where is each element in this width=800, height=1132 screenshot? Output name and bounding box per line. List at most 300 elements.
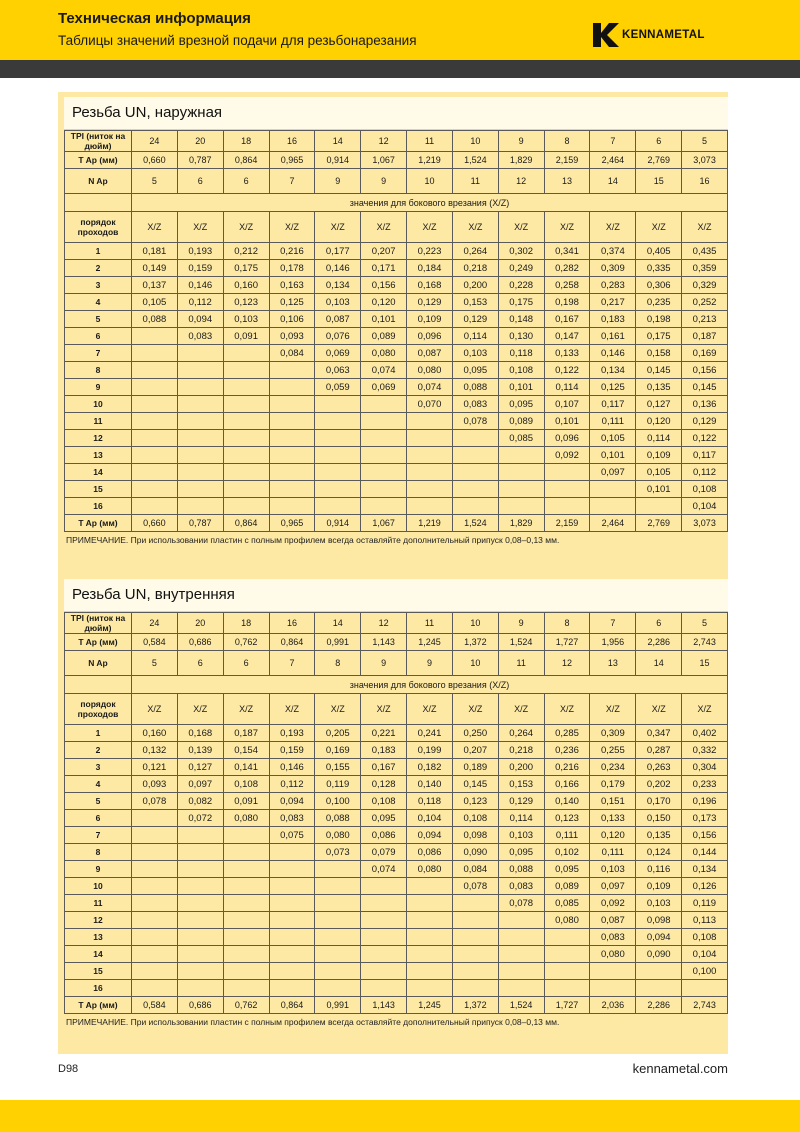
tap-bottom-value: 1,372 [452,997,498,1014]
pass-value: 0,090 [452,844,498,861]
pass-number: 8 [65,844,132,861]
nap-value: 9 [407,651,453,676]
pass-value [361,946,407,963]
pass-value: 0,088 [452,379,498,396]
nap-value: 10 [407,169,453,194]
pass-value: 0,084 [452,861,498,878]
pass-value: 0,161 [590,328,636,345]
pass-number: 7 [65,827,132,844]
pass-value [361,878,407,895]
pass-value [452,912,498,929]
section-title: Резьба UN, наружная [64,97,728,130]
tpi-value: 16 [269,131,315,152]
pass-value: 0,133 [544,345,590,362]
pass-value [407,447,453,464]
pass-value: 0,114 [452,328,498,345]
pass-value [269,464,315,481]
pass-value: 0,263 [636,759,682,776]
pass-value [544,980,590,997]
pass-value [269,929,315,946]
pass-value [132,861,178,878]
pass-value: 0,175 [223,260,269,277]
tpi-value: 5 [682,131,728,152]
tpi-label: TPI (ниток на дюйм) [65,613,132,634]
pass-value: 0,122 [682,430,728,447]
tap-bottom-row [65,515,728,532]
pass-row [65,742,728,759]
pass-value [407,895,453,912]
pass-value: 0,150 [636,810,682,827]
pass-value [132,844,178,861]
tpi-value: 24 [132,131,178,152]
section-title: Резьба UN, внутренняя [64,579,728,612]
pass-value [223,895,269,912]
pass-value [132,447,178,464]
side-caption: значения для бокового врезания (X/Z) [132,676,728,694]
tpi-value: 7 [590,613,636,634]
pass-value: 0,136 [682,396,728,413]
xz-header: X/Z [682,694,728,725]
pass-value: 0,193 [269,725,315,742]
pass-value: 0,123 [223,294,269,311]
pass-value: 0,070 [407,396,453,413]
pass-value: 0,285 [544,725,590,742]
nap-value: 9 [315,169,361,194]
pass-value: 0,093 [269,328,315,345]
pass-value: 0,095 [361,810,407,827]
nap-value: 9 [361,651,407,676]
pass-value [315,861,361,878]
pass-value: 0,100 [315,793,361,810]
pass-value [361,980,407,997]
pass-value: 0,097 [590,878,636,895]
xz-header: X/Z [498,212,544,243]
xz-header: X/Z [132,212,178,243]
tap-bottom-value: 2,286 [636,997,682,1014]
pass-value [132,895,178,912]
xz-header: X/Z [544,694,590,725]
pass-value: 0,095 [498,396,544,413]
pass-row [65,464,728,481]
pass-value [269,379,315,396]
pass-value: 0,236 [544,742,590,759]
pass-value [177,946,223,963]
pass-value: 0,167 [544,311,590,328]
pass-value: 0,112 [682,464,728,481]
pass-value: 0,107 [544,396,590,413]
pass-value: 0,069 [361,379,407,396]
nap-value: 5 [132,169,178,194]
pass-value: 0,074 [361,861,407,878]
pass-row [65,328,728,345]
tap-bottom-value: 2,036 [590,997,636,1014]
pass-value: 0,146 [177,277,223,294]
pass-value: 0,228 [498,277,544,294]
pass-value [132,912,178,929]
section-external-thread [64,97,728,545]
pass-value: 0,309 [590,725,636,742]
nap-value: 5 [132,651,178,676]
pass-value: 0,332 [682,742,728,759]
pass-value [269,430,315,447]
pass-value [452,946,498,963]
tap-bottom-value: 0,965 [269,515,315,532]
pass-value: 0,127 [177,759,223,776]
pass-value: 0,200 [498,759,544,776]
pass-value: 0,084 [269,345,315,362]
pass-value: 0,304 [682,759,728,776]
pass-value: 0,082 [177,793,223,810]
tap-value: 2,286 [636,634,682,651]
pass-value [498,498,544,515]
pass-value: 0,080 [315,827,361,844]
xz-header: X/Z [544,212,590,243]
tpi-value: 10 [452,131,498,152]
pass-value: 0,091 [223,328,269,345]
pass-value [498,980,544,997]
pass-value [177,912,223,929]
pass-value [361,396,407,413]
pass-value [452,498,498,515]
pass-value: 0,080 [544,912,590,929]
pass-value: 0,095 [544,861,590,878]
pass-number: 15 [65,481,132,498]
pass-value: 0,103 [315,294,361,311]
tpi-value: 20 [177,131,223,152]
pass-row [65,912,728,929]
pass-value: 0,095 [452,362,498,379]
pass-row [65,759,728,776]
pass-value [498,447,544,464]
pass-value [407,929,453,946]
tap-value: 0,991 [315,634,361,651]
tpi-value: 12 [361,131,407,152]
pass-value: 0,160 [132,725,178,742]
xz-header: X/Z [407,694,453,725]
pass-value: 0,119 [315,776,361,793]
pass-value: 0,129 [682,413,728,430]
tap-bottom-value: 0,991 [315,997,361,1014]
tap-value: 1,727 [544,634,590,651]
pass-value: 0,086 [407,844,453,861]
side-caption-row [65,676,728,694]
pass-value: 0,223 [407,243,453,260]
pass-value [544,464,590,481]
pass-value [132,362,178,379]
xz-header: X/Z [132,694,178,725]
pass-value: 0,109 [636,447,682,464]
pass-value: 0,129 [407,294,453,311]
tpi-value: 16 [269,613,315,634]
pass-value: 0,234 [590,759,636,776]
pass-value [223,861,269,878]
pass-value: 0,149 [132,260,178,277]
tpi-value: 5 [682,613,728,634]
tap-value: 2,743 [682,634,728,651]
pass-value [544,498,590,515]
pass-value: 0,074 [407,379,453,396]
nap-value: 9 [361,169,407,194]
pass-value: 0,309 [590,260,636,277]
tap-value: 1,067 [361,152,407,169]
nap-value: 12 [498,169,544,194]
pass-value: 0,104 [407,810,453,827]
pass-value [361,895,407,912]
pass-value: 0,144 [682,844,728,861]
pass-row [65,277,728,294]
pass-row [65,430,728,447]
pass-value [452,481,498,498]
pass-value [361,464,407,481]
pass-value: 0,104 [682,946,728,963]
pass-value [452,963,498,980]
pass-value: 0,153 [498,776,544,793]
pass-value: 0,187 [223,725,269,742]
tpi-label: TPI (ниток на дюйм) [65,131,132,152]
pass-number: 3 [65,277,132,294]
pass-value: 0,258 [544,277,590,294]
pass-value [636,963,682,980]
pass-value [269,895,315,912]
pass-value: 0,080 [223,810,269,827]
pass-value [315,396,361,413]
pass-row [65,481,728,498]
tpi-value: 9 [498,131,544,152]
pass-value: 0,329 [682,277,728,294]
pass-value: 0,092 [590,895,636,912]
pass-value: 0,198 [544,294,590,311]
pass-value: 0,078 [498,895,544,912]
pass-row [65,980,728,997]
pass-value: 0,140 [407,776,453,793]
pass-value: 0,075 [269,827,315,844]
pass-value: 0,112 [177,294,223,311]
pass-value [498,946,544,963]
tpi-value: 11 [407,613,453,634]
pass-value [407,498,453,515]
xz-header: X/Z [361,212,407,243]
pass-value: 0,183 [361,742,407,759]
nap-value: 15 [636,169,682,194]
pass-value [407,980,453,997]
pass-value [132,498,178,515]
pass-value [407,878,453,895]
xz-header: X/Z [177,694,223,725]
pass-value [452,929,498,946]
pass-value [361,929,407,946]
pass-value: 0,218 [498,742,544,759]
pass-value: 0,166 [544,776,590,793]
pass-value: 0,083 [590,929,636,946]
tap-value: 2,159 [544,152,590,169]
pass-value: 0,125 [269,294,315,311]
pass-value: 0,282 [544,260,590,277]
pass-value: 0,108 [452,810,498,827]
tap-value: 0,584 [132,634,178,651]
pass-value: 0,207 [361,243,407,260]
tap-value: 1,143 [361,634,407,651]
pass-value: 0,117 [682,447,728,464]
tap-bottom-value: 1,829 [498,515,544,532]
tap-bottom-value: 1,143 [361,997,407,1014]
pass-value: 0,109 [407,311,453,328]
tap-bottom-value: 2,159 [544,515,590,532]
pass-value [544,481,590,498]
pass-value: 0,147 [544,328,590,345]
nap-label: N Ap [65,169,132,194]
pass-value: 0,087 [590,912,636,929]
tap-value: 0,787 [177,152,223,169]
xz-header: X/Z [452,212,498,243]
tpi-value: 24 [132,613,178,634]
pass-value: 0,120 [636,413,682,430]
pass-value [223,413,269,430]
side-caption: значения для бокового врезания (X/Z) [132,194,728,212]
pass-value [223,980,269,997]
pass-value [177,345,223,362]
pass-value: 0,151 [590,793,636,810]
tap-bottom-value: 1,524 [498,997,544,1014]
nap-value: 16 [682,169,728,194]
pass-number: 5 [65,311,132,328]
tap-bottom-label: T Ap (мм) [65,997,132,1014]
pass-value [177,498,223,515]
pass-value: 0,145 [682,379,728,396]
pass-value [177,396,223,413]
pass-row [65,413,728,430]
footer-website: kennametal.com [632,1061,728,1076]
pass-value: 0,145 [452,776,498,793]
pass-number: 2 [65,742,132,759]
pass-value [177,379,223,396]
pass-value [177,827,223,844]
xz-header: X/Z [407,212,453,243]
tpi-value: 6 [636,131,682,152]
pass-value: 0,146 [315,260,361,277]
pass-value: 0,169 [682,345,728,362]
pass-value [407,464,453,481]
pass-value: 0,140 [544,793,590,810]
pass-value: 0,094 [177,311,223,328]
pass-value: 0,182 [407,759,453,776]
pass-value: 0,101 [636,481,682,498]
tap-value: 0,965 [269,152,315,169]
pass-value: 0,113 [682,912,728,929]
pass-value [223,464,269,481]
pass-value [498,912,544,929]
pass-value: 0,114 [498,810,544,827]
pass-value: 0,341 [544,243,590,260]
pass-value: 0,088 [132,311,178,328]
pass-number: 11 [65,895,132,912]
pass-value: 0,091 [223,793,269,810]
pass-row [65,878,728,895]
pass-order-label: порядок проходов [65,212,132,243]
pass-value: 0,235 [636,294,682,311]
nap-value: 6 [223,651,269,676]
pass-value: 0,108 [223,776,269,793]
pass-value: 0,108 [682,929,728,946]
pass-value [315,912,361,929]
pass-value: 0,088 [498,861,544,878]
pass-value: 0,085 [498,430,544,447]
pass-value: 0,090 [636,946,682,963]
tap-bottom-value: 0,787 [177,515,223,532]
pass-number: 10 [65,396,132,413]
pass-number: 16 [65,980,132,997]
tap-bottom-value: 0,660 [132,515,178,532]
pass-value [223,912,269,929]
pass-value: 0,083 [269,810,315,827]
tpi-value: 7 [590,131,636,152]
pass-value: 0,146 [590,345,636,362]
pass-value [177,447,223,464]
pass-value: 0,117 [590,396,636,413]
pass-value: 0,104 [682,498,728,515]
pass-value: 0,092 [544,447,590,464]
xz-header: X/Z [498,694,544,725]
pass-value: 0,134 [590,362,636,379]
pass-value [223,827,269,844]
tpi-value: 11 [407,131,453,152]
pass-value: 0,105 [132,294,178,311]
pass-row [65,946,728,963]
tap-value: 1,524 [498,634,544,651]
tap-value: 1,245 [407,634,453,651]
pass-number: 4 [65,776,132,793]
pass-value [361,413,407,430]
pass-value [132,430,178,447]
xz-header: X/Z [636,212,682,243]
pass-value: 0,241 [407,725,453,742]
pass-value: 0,127 [636,396,682,413]
pass-value [132,396,178,413]
pass-value [223,844,269,861]
pass-value [177,929,223,946]
tpi-value: 6 [636,613,682,634]
pass-value: 0,153 [452,294,498,311]
pass-value: 0,159 [269,742,315,759]
pass-value [177,861,223,878]
pass-value: 0,108 [361,793,407,810]
tap-value: 0,660 [132,152,178,169]
pass-value: 0,216 [544,759,590,776]
pass-value [269,498,315,515]
pass-row [65,379,728,396]
pass-value: 0,132 [132,742,178,759]
pass-value: 0,306 [636,277,682,294]
tpi-row [65,613,728,634]
thread-table [64,130,728,532]
pass-value [223,946,269,963]
pass-value [177,481,223,498]
pass-value: 0,137 [132,277,178,294]
pass-number: 6 [65,810,132,827]
tap-value: 2,464 [590,152,636,169]
pass-value: 0,103 [590,861,636,878]
pass-value: 0,249 [498,260,544,277]
pass-row [65,963,728,980]
pass-value: 0,123 [452,793,498,810]
pass-number: 1 [65,725,132,742]
pass-value: 0,100 [682,963,728,980]
pass-value [315,929,361,946]
pass-value: 0,101 [590,447,636,464]
tap-bottom-value: 1,067 [361,515,407,532]
pass-value: 0,402 [682,725,728,742]
pass-value [132,929,178,946]
pass-value [407,481,453,498]
